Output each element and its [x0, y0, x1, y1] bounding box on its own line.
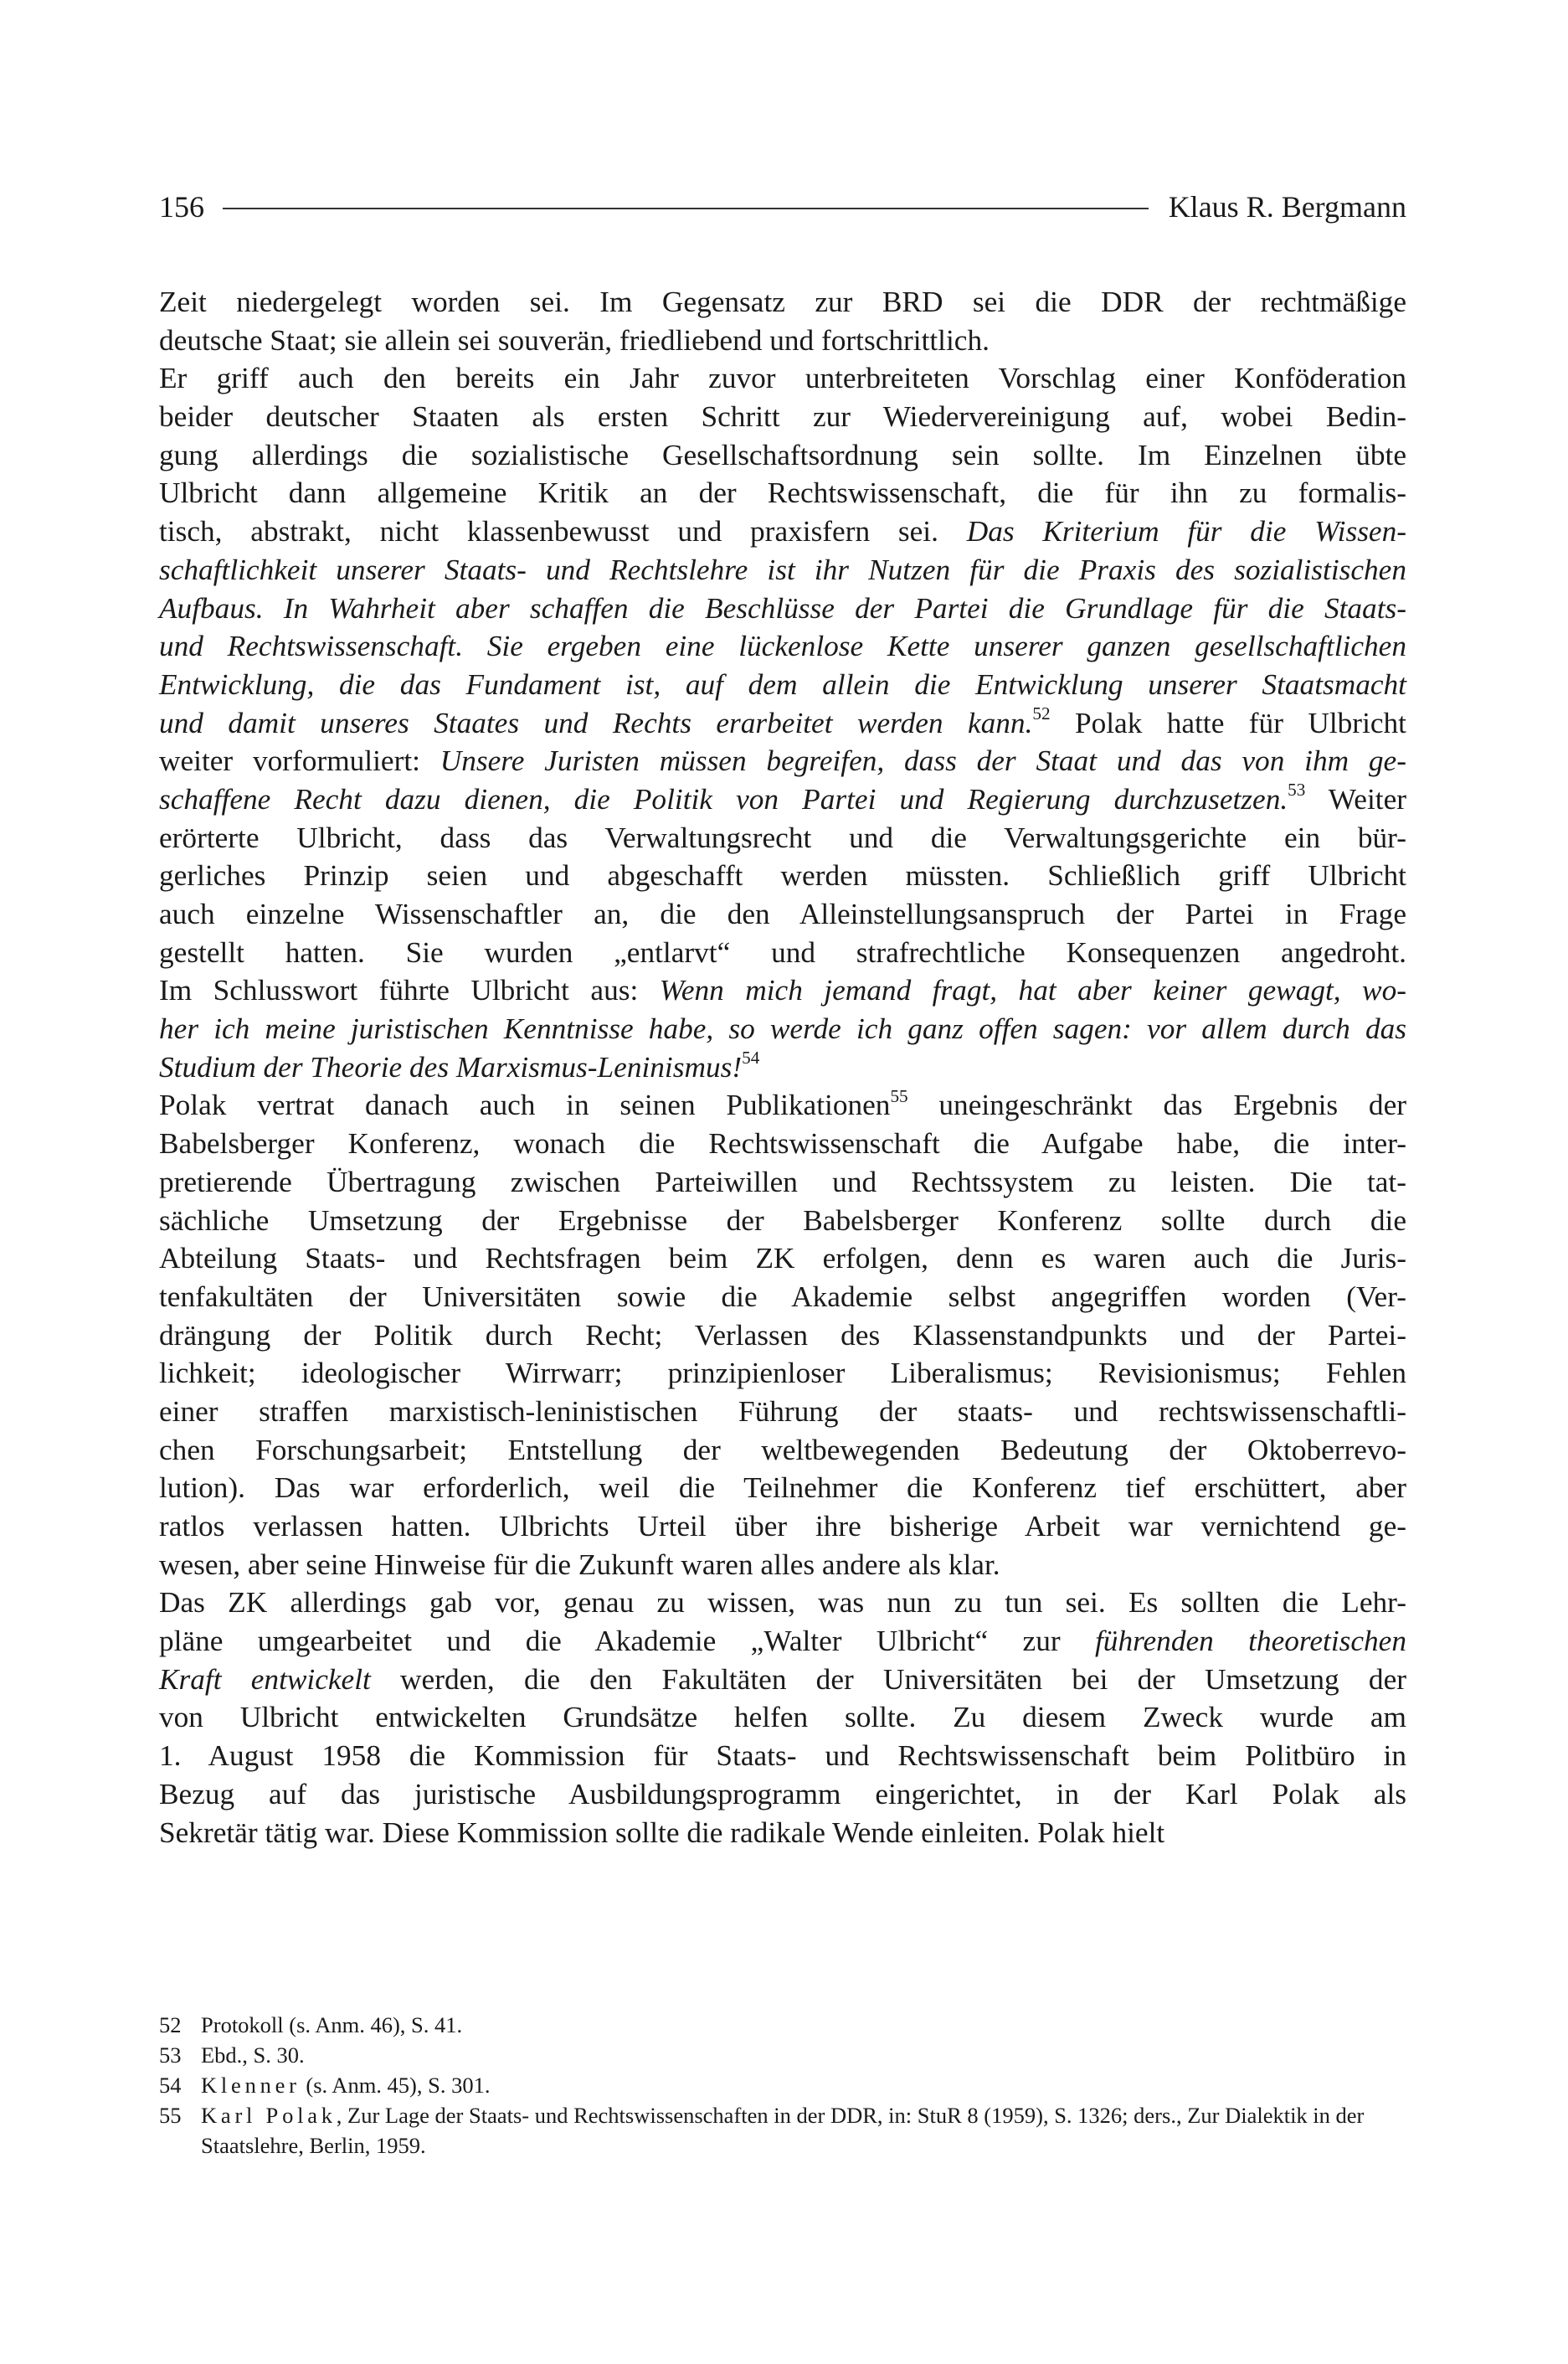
- text-span: sächliche Umsetzung der Ergebnisse der Babelsberger Konferenz sollte durch die: [159, 1203, 1406, 1237]
- text-span: pretierende Übertragung zwischen Parteiwillen und Rechtssystem zu leisten. Die tat-: [159, 1165, 1406, 1198]
- text-line: [159, 436, 1406, 475]
- text-span: Im Schlusswort führte Ulbricht aus:: [159, 974, 660, 1007]
- footnote-text: [201, 2040, 1406, 2070]
- text-line: [159, 1202, 1406, 1240]
- text-line: [159, 819, 1406, 858]
- text-line: [159, 590, 1406, 628]
- text-line: [159, 1239, 1406, 1278]
- text-line: [159, 1507, 1406, 1546]
- footnote-text: [201, 2010, 1406, 2040]
- body-text: [159, 283, 1406, 1852]
- text-line: [159, 1622, 1406, 1661]
- footnote-ref[interactable]: 54: [742, 1047, 760, 1068]
- footnotes: [159, 2010, 1406, 2161]
- text-line: [159, 704, 1406, 743]
- text-span: uneingeschränkt das Ergebnis der: [907, 1089, 1406, 1122]
- text-line: [159, 398, 1406, 436]
- quote-text: Aufbaus. In Wahrheit aber schaffen die Beschlüsse der Partei die Grundlage für die Staats-: [159, 591, 1406, 625]
- text-line: [159, 1278, 1406, 1316]
- footnote-number: 55: [159, 2103, 182, 2128]
- text-line: [159, 1316, 1406, 1355]
- footnote-number: 54: [159, 2073, 182, 2098]
- text-line: [159, 971, 1406, 1010]
- page-number: 156: [159, 190, 204, 224]
- text-line: [159, 1354, 1406, 1393]
- quote-text: Kraft entwickelt: [159, 1662, 371, 1696]
- text-line: [159, 1814, 1406, 1852]
- text-line: [159, 780, 1406, 819]
- text-span: erörterte Ulbricht, dass das Verwaltungsrecht und die Verwaltungsgerichte ein bür-: [159, 821, 1406, 854]
- text-line: [159, 1393, 1406, 1431]
- text-span: Weiter: [1305, 782, 1406, 816]
- text-line: [159, 551, 1406, 590]
- footnote: [159, 2010, 1406, 2040]
- text-span: gung allerdings die sozialistische Gesellschaftsordnung sein sollte. Im Einzelnen übte: [159, 438, 1406, 471]
- text-span: wesen, aber seine Hinweise für die Zukunft waren alles andere als klar.: [159, 1548, 1000, 1581]
- quote-text: und Rechtswissenschaft. Sie ergeben eine lückenlose Kette unserer ganzen gesellschaftlichen: [159, 630, 1406, 663]
- text-span: Sekretär tätig war. Diese Kommission sollte die radikale Wende einleiten. Polak hielt: [159, 1815, 1165, 1849]
- text-span: Abteilung Staats- und Rechtsfragen beim ZK erfolgen, denn es waren auch die Juris-: [159, 1242, 1406, 1275]
- text-line: [159, 895, 1406, 934]
- quote-text: her ich meine juristischen Kenntnisse habe, so werde ich ganz offen sagen: vor allem durch das: [159, 1012, 1406, 1046]
- text-span: ratlos verlassen hatten. Ulbrichts Urteil über ihre bisherige Arbeit war vernichtend ge-: [159, 1510, 1406, 1543]
- quote-text: Das Kriterium für die Wissen-: [966, 515, 1406, 549]
- text-span: Ulbricht dann allgemeine Kritik an der Rechtswissenschaft, die für ihn zu formalis-: [159, 476, 1406, 510]
- footnote-text: [201, 2100, 1406, 2161]
- text-span: deutsche Staat; sie allein sei souverän, friedliebend und fortschrittlich.: [159, 323, 990, 357]
- text-line: [159, 742, 1406, 780]
- text-line: [159, 1775, 1406, 1814]
- text-span: Zeit niedergelegt worden sei. Im Gegensatz zur BRD sei die DDR der rechtmäßige: [159, 286, 1406, 318]
- quote-text: führenden theoretischen: [1094, 1625, 1406, 1658]
- text-line: [159, 1737, 1406, 1775]
- running-head: [159, 186, 1406, 228]
- quote-text: schaftlichkeit unserer Staats- und Rechtslehre ist ihr Nutzen für die Praxis des sozialistischen: [159, 553, 1406, 586]
- text-line: [159, 1048, 1406, 1087]
- running-head-author: Klaus R. Bergmann: [1168, 190, 1406, 224]
- text-span: lution). Das war erforderlich, weil die Teilnehmer die Konferenz tief erschüttert, aber: [159, 1471, 1406, 1505]
- text-line: [159, 627, 1406, 666]
- text-line: [159, 1584, 1406, 1622]
- text-span: einer straffen marxistisch-leninistischen Führung der staats- und rechtswissenschaftli-: [159, 1394, 1406, 1428]
- text-line: [159, 1125, 1406, 1163]
- text-line: [159, 512, 1406, 551]
- text-span: von Ulbricht entwickelten Grundsätze helfen sollte. Zu diesem Zweck wurde am: [159, 1701, 1406, 1734]
- footnote-ref[interactable]: 52: [1032, 703, 1051, 724]
- text-span: Babelsberger Konferenz, wonach die Rechtswissenschaft die Aufgabe habe, die inter-: [159, 1127, 1406, 1161]
- text-span: tisch, abstrakt, nicht klassenbewusst und praxisfern sei.: [159, 515, 967, 549]
- footnote-citation: , Zur Lage der Staats- und Rechtswissenschaften in der DDR, in: StuR 8 (1959), S. 1326; ders., Zur Dialektik in der Staatslehre, Berlin, 1959.: [201, 2103, 1365, 2158]
- text-span: weiter vorformuliert:: [159, 744, 440, 778]
- text-span: beider deutscher Staaten als ersten Schritt zur Wiedervereinigung auf, wobei Bedin-: [159, 400, 1406, 434]
- footnote-citation: Ebd., S. 30.: [201, 2042, 305, 2068]
- text-span: Bezug auf das juristische Ausbildungsprogramm eingerichtet, in der Karl Polak als: [159, 1777, 1406, 1810]
- text-line: [159, 666, 1406, 704]
- text-span: chen Forschungsarbeit; Entstellung der weltbewegenden Bedeutung der Oktoberrevo-: [159, 1433, 1406, 1466]
- footnote-ref[interactable]: 55: [890, 1085, 908, 1106]
- text-line: [159, 934, 1406, 972]
- text-span: drängung der Politik durch Recht; Verlassen des Klassenstandpunkts und der Partei-: [159, 1318, 1406, 1352]
- text-line: [159, 1546, 1406, 1584]
- text-line: [159, 359, 1406, 398]
- quote-text: Entwicklung, die das Fundament ist, auf dem allein die Entwicklung unserer Staatsmacht: [159, 667, 1406, 701]
- text-line: [159, 1469, 1406, 1507]
- footnote-number: 52: [159, 2012, 182, 2037]
- quote-text: Wenn mich jemand fragt, hat aber keiner gewagt, wo-: [659, 974, 1406, 1007]
- text-line: [159, 857, 1406, 895]
- text-span: gerliches Prinzip seien und abgeschafft werden müssten. Schließlich griff Ulbricht: [159, 859, 1406, 893]
- quote-text: schaffene Recht dazu dienen, die Politik von Partei und Regierung durchzusetzen.: [159, 782, 1288, 816]
- text-span: Polak vertrat danach auch in seinen Publikationen: [159, 1089, 891, 1122]
- text-line: [159, 322, 1406, 360]
- text-line: [159, 474, 1406, 512]
- text-line: [159, 1086, 1406, 1125]
- footnote-citation: (s. Anm. 45), S. 301.: [300, 2073, 491, 2098]
- text-line: [159, 1163, 1406, 1202]
- footnote: [159, 2100, 1406, 2161]
- text-span: tenfakultäten der Universitäten sowie die Akademie selbst angegriffen worden (Ver-: [159, 1280, 1406, 1313]
- footnote-author: Klenner: [201, 2073, 301, 2098]
- quote-text: und damit unseres Staates und Rechts erarbeitet werden kann.: [159, 706, 1033, 739]
- footnote: [159, 2040, 1406, 2070]
- footnote: [159, 2070, 1406, 2100]
- footnote-text: [201, 2070, 1406, 2100]
- footnote-citation: Protokoll (s. Anm. 46), S. 41.: [201, 2012, 463, 2037]
- text-span: Das ZK allerdings gab vor, genau zu wissen, was nun zu tun sei. Es sollten die Lehr-: [159, 1586, 1406, 1620]
- text-line: [159, 1431, 1406, 1470]
- text-span: lichkeit; ideologischer Wirrwarr; prinzipienloser Liberalismus; Revisionismus; Fehlen: [159, 1357, 1406, 1390]
- text-span: werden, die den Fakultäten der Universitäten bei der Umsetzung der: [370, 1662, 1406, 1696]
- text-line: [159, 1010, 1406, 1048]
- quote-text: Unsere Juristen müssen begreifen, dass der Staat und das von ihm ge-: [440, 744, 1406, 778]
- footnote-author: Karl Polak: [201, 2103, 337, 2128]
- text-line: [159, 283, 1406, 322]
- text-span: 1. August 1958 die Kommission für Staats- und Rechtswissenschaft beim Politbüro in: [159, 1739, 1406, 1773]
- text-span: Er griff auch den bereits ein Jahr zuvor unterbreiteten Vorschlag einer Konföderation: [159, 362, 1406, 395]
- footnote-number: 53: [159, 2042, 182, 2068]
- text-span: Polak hatte für Ulbricht: [1050, 706, 1406, 739]
- header-rule: [223, 208, 1149, 209]
- text-span: pläne umgearbeitet und die Akademie „Walter Ulbricht“ zur: [159, 1625, 1095, 1658]
- footnote-ref[interactable]: 53: [1288, 780, 1306, 800]
- quote-text: Studium der Theorie des Marxismus-Leninismus!: [159, 1050, 743, 1084]
- text-line: [159, 1661, 1406, 1699]
- text-span: gestellt hatten. Sie wurden „entlarvt“ und strafrechtliche Konsequenzen angedroht.: [159, 935, 1406, 969]
- text-span: auch einzelne Wissenschaftler an, die den Alleinstellungsanspruch der Partei in Frage: [159, 898, 1406, 930]
- text-line: [159, 1698, 1406, 1737]
